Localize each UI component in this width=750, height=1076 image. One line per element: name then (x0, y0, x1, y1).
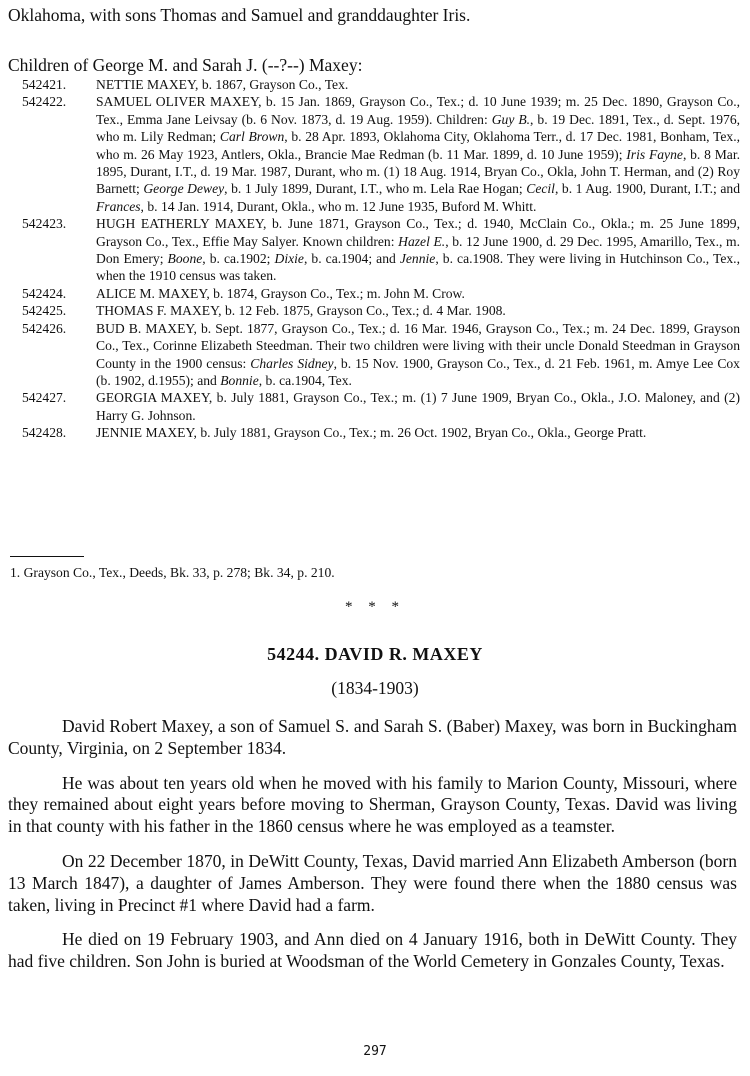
page-number: 297 (363, 1044, 387, 1059)
child-entry (22, 424, 740, 441)
child-text: THOMAS F. MAXEY, b. 12 Feb. 1875, Grayson Co., Tex.; d. 4 Mar. 1908. (96, 303, 506, 319)
child-number: 542424. (22, 285, 67, 301)
child-entry (22, 285, 740, 302)
child-number: 542428. (22, 425, 67, 441)
child-number: 542423. (22, 216, 67, 232)
section-dates: (1834-1903) (331, 678, 419, 698)
child-entry (22, 302, 740, 319)
child-entry (22, 389, 740, 424)
child-text: HUGH EATHERLY MAXEY, b. June 1871, Grayson Co., Tex.; d. 1940, McClain Co., Okla.; m. 25 June 1899, Grayson Co., Tex., Effie May Salyer. Known children: Hazel E., b. 12 June 1900, d. 29 Dec. 1995, Amarillo, Tex., m. Don Emery; Boone, b. ca.1902; Dixie, b. ca.1904; and Jennie, b. ca.1908. They were living in Hutchinson Co., Tex., when the 1910 census was taken. (96, 216, 740, 284)
child-text: GEORGIA MAXEY, b. July 1881, Grayson Co., Tex.; m. (1) 7 June 1909, Bryan Co., Okla., J.O. Maloney, and (2) Harry G. Johnson. (96, 390, 740, 423)
footnote-divider (10, 556, 84, 557)
child-number: 542421. (22, 77, 67, 92)
body-paragraph: David Robert Maxey, a son of Samuel S. and Sarah S. (Baber) Maxey, was born in Buckingham County, Virginia, on 2 September 1834. (8, 716, 737, 758)
child-entry (22, 93, 740, 215)
intro-line: Oklahoma, with sons Thomas and Samuel and granddaughter Iris. (8, 5, 471, 25)
section-body (8, 716, 737, 986)
body-paragraph: On 22 December 1870, in DeWitt County, Texas, David married Ann Elizabeth Amberson (born 13 March 1847), a daughter of James Amberson. They were found there when the 1880 census was taken, living in Precinct #1 where David had a farm. (8, 850, 737, 915)
child-entry (22, 320, 740, 390)
child-text: SAMUEL OLIVER MAXEY, b. 15 Jan. 1869, Grayson Co., Tex.; d. 10 June 1939; m. 25 Dec. 1890, Grayson Co., Tex., Emma Jane Leivsay (b. 6 Nov. 1873, d. 19 Aug. 1959). Children: Guy B., b. 19 Dec. 1891, Tex., d. Sept. 1976, who m. Lily Redman; Carl Brown, b. 28 Apr. 1893, Oklahoma City, Oklahoma Terr., d. 17 Dec. 1981, Bonham, Tex., who m. 26 May 1923, Antlers, Okla., Brancie Mae Redman (b. 11 Mar. 1899, d. 10 June 1959); Iris Fayne, b. 8 Mar. 1895, Durant, I.T., d. 19 Mar. 1987, Durant, who m. (1) 18 Aug. 1914, Bryan Co., Okla, John T. Herman, and (2) Roy Barnett; George Dewey, b. 1 July 1899, Durant, I.T., who m. Lela Rae Hogan; Cecil, b. 1 Aug. 1900, Durant, I.T.; and Frances, b. 14 Jan. 1914, Durant, Okla., who m. 12 June 1935, Buford M. Whitt. (96, 94, 741, 214)
footnote: 1. Grayson Co., Tex., Deeds, Bk. 33, p. 278; Bk. 34, p. 210. (10, 565, 335, 580)
child-text: BUD B. MAXEY, b. Sept. 1877, Grayson Co., Tex.; d. 16 Mar. 1946, Grayson Co., Tex.; m. 24 Dec. 1899, Grayson Co., Tex., Corinne Elizabeth Steedman. Their two children were living with their uncle Donald Steedman in Grayson County in the 1900 census: Charles Sidney, b. 15 Nov. 1900, Grayson Co., Tex., d. 21 Feb. 1961, m. Amye Lee Cox (b. 1902, d.1955); and Bonnie, b. ca.1904, Tex. (96, 320, 740, 388)
child-text: JENNIE MAXEY, b. July 1881, Grayson Co., Tex.; m. 26 Oct. 1902, Bryan Co., Okla., George Pratt. (96, 425, 647, 441)
children-list (22, 76, 740, 442)
section-separator: * * * (345, 599, 405, 615)
body-paragraph: He was about ten years old when he moved with his family to Marion County, Missouri, where they remained about eight years before moving to Sherman, Grayson County, Texas. David was living in that county with his father in the 1860 census where he was employed as a teamster. (8, 772, 737, 837)
children-heading: Children of George M. and Sarah J. (--?--) Maxey: (8, 55, 363, 75)
section-title: 54244. DAVID R. MAXEY (267, 644, 483, 664)
child-text: ALICE M. MAXEY, b. 1874, Grayson Co., Tex.; m. John M. Crow. (96, 285, 465, 301)
child-text: NETTIE MAXEY, b. 1867, Grayson Co., Tex. (96, 77, 349, 92)
child-number: 542427. (22, 390, 67, 406)
child-number: 542422. (22, 94, 67, 110)
child-number: 542426. (22, 320, 67, 336)
child-entry (22, 215, 740, 285)
child-number: 542425. (22, 303, 67, 319)
child-entry (22, 76, 740, 93)
body-paragraph: He died on 19 February 1903, and Ann died on 4 January 1916, both in DeWitt County. They had five children. Son John is buried at Woodsman of the World Cemetery in Gonzales County, Texas. (8, 929, 737, 972)
